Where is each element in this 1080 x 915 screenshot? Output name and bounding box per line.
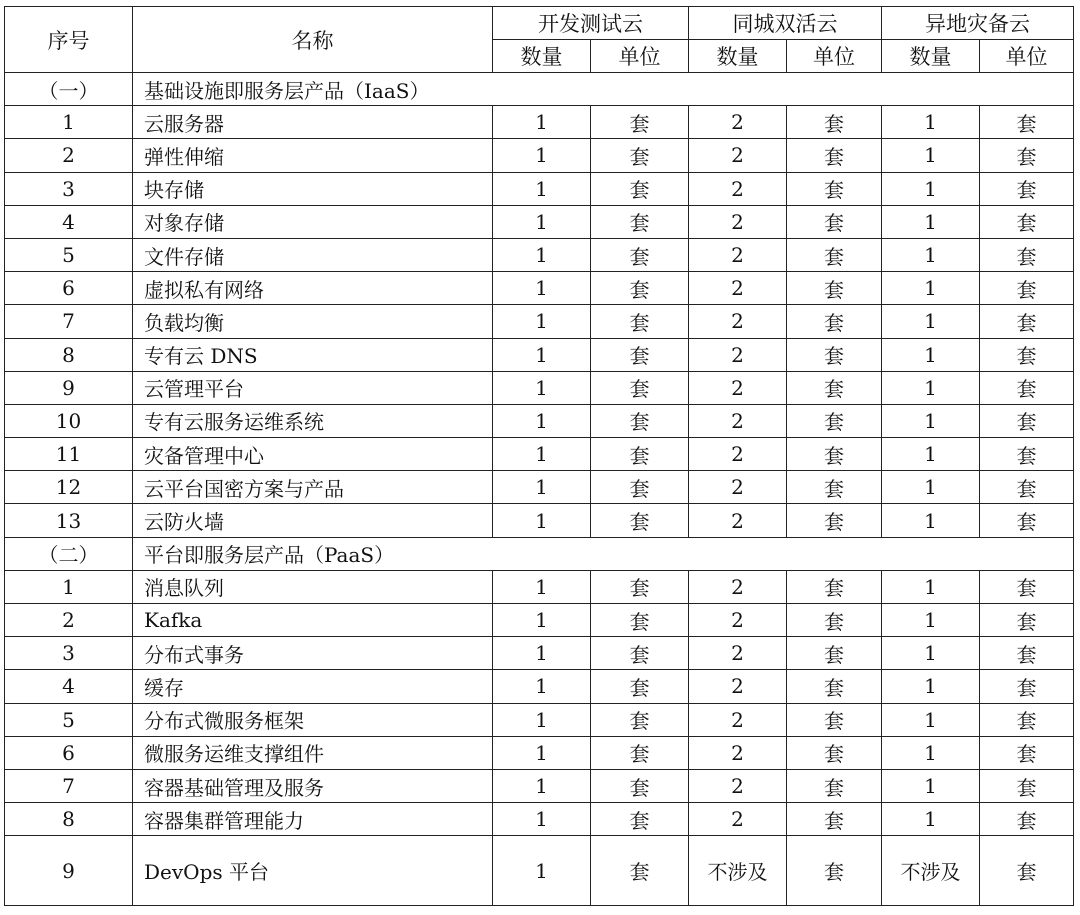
cell-city-qty: 2 bbox=[689, 404, 787, 437]
table-row bbox=[5, 106, 1074, 139]
cell-name: 块存储 bbox=[133, 172, 493, 205]
cell-no: 9 bbox=[5, 371, 133, 404]
cell-dr-qty: 1 bbox=[882, 438, 980, 471]
cell-dev-unit: 套 bbox=[591, 471, 689, 504]
section-title: 平台即服务层产品（PaaS） bbox=[133, 537, 1074, 570]
cell-dev-qty: 1 bbox=[493, 504, 591, 537]
cell-dev-unit: 套 bbox=[591, 769, 689, 802]
cell-dr-qty: 1 bbox=[882, 404, 980, 437]
cell-dev-qty: 1 bbox=[493, 570, 591, 603]
cell-dr-qty: 1 bbox=[882, 703, 980, 736]
table-header bbox=[5, 7, 1074, 73]
cell-no: 3 bbox=[5, 637, 133, 670]
cell-name: 容器集群管理能力 bbox=[133, 803, 493, 836]
cell-no: 2 bbox=[5, 604, 133, 637]
cell-dr-unit: 套 bbox=[980, 836, 1074, 906]
header-seq: 序号 bbox=[5, 7, 133, 73]
section-label: （一） bbox=[5, 73, 133, 106]
cell-name: 缓存 bbox=[133, 670, 493, 703]
cell-dev-qty: 1 bbox=[493, 703, 591, 736]
cell-city-qty: 2 bbox=[689, 803, 787, 836]
cell-dr-unit: 套 bbox=[980, 139, 1074, 172]
cell-dev-qty: 1 bbox=[493, 205, 591, 238]
table-row bbox=[5, 305, 1074, 338]
cell-city-qty: 2 bbox=[689, 670, 787, 703]
cell-dev-qty: 1 bbox=[493, 670, 591, 703]
cell-name: 专有云 DNS bbox=[133, 338, 493, 371]
cell-dr-qty: 1 bbox=[882, 272, 980, 305]
cell-city-unit: 套 bbox=[787, 471, 882, 504]
cell-dr-unit: 套 bbox=[980, 504, 1074, 537]
cell-dev-unit: 套 bbox=[591, 139, 689, 172]
cell-dev-qty: 1 bbox=[493, 736, 591, 769]
cell-dev-unit: 套 bbox=[591, 404, 689, 437]
cell-no: 3 bbox=[5, 172, 133, 205]
cell-name: 云平台国密方案与产品 bbox=[133, 471, 493, 504]
cell-name: 云管理平台 bbox=[133, 371, 493, 404]
cell-name: 弹性伸缩 bbox=[133, 139, 493, 172]
cell-city-unit: 套 bbox=[787, 338, 882, 371]
cell-city-qty: 2 bbox=[689, 106, 787, 139]
header-name: 名称 bbox=[133, 7, 493, 73]
cell-dr-qty: 1 bbox=[882, 205, 980, 238]
cell-city-unit: 套 bbox=[787, 637, 882, 670]
cell-dr-qty: 1 bbox=[882, 106, 980, 139]
section-title: 基础设施即服务层产品（IaaS） bbox=[133, 73, 1074, 106]
cell-city-qty: 2 bbox=[689, 205, 787, 238]
cell-no: 8 bbox=[5, 338, 133, 371]
cell-city-unit: 套 bbox=[787, 736, 882, 769]
header-dev-qty: 数量 bbox=[493, 40, 591, 73]
cell-dev-qty: 1 bbox=[493, 836, 591, 906]
cell-dr-qty: 1 bbox=[882, 371, 980, 404]
cell-city-unit: 套 bbox=[787, 371, 882, 404]
cell-city-unit: 套 bbox=[787, 836, 882, 906]
cell-no: 7 bbox=[5, 305, 133, 338]
table-row bbox=[5, 438, 1074, 471]
cell-dev-unit: 套 bbox=[591, 205, 689, 238]
cell-dev-qty: 1 bbox=[493, 438, 591, 471]
table-row bbox=[5, 139, 1074, 172]
cell-name: 专有云服务运维系统 bbox=[133, 404, 493, 437]
cell-dev-unit: 套 bbox=[591, 106, 689, 139]
section-row bbox=[5, 537, 1074, 570]
cell-dev-unit: 套 bbox=[591, 836, 689, 906]
cell-no: 13 bbox=[5, 504, 133, 537]
cell-city-unit: 套 bbox=[787, 205, 882, 238]
cell-city-qty: 2 bbox=[689, 504, 787, 537]
cloud-product-table bbox=[4, 6, 1074, 906]
table-row bbox=[5, 670, 1074, 703]
cell-dr-qty: 1 bbox=[882, 139, 980, 172]
cell-no: 1 bbox=[5, 570, 133, 603]
cell-dev-qty: 1 bbox=[493, 172, 591, 205]
cell-city-unit: 套 bbox=[787, 238, 882, 271]
cell-name: 云服务器 bbox=[133, 106, 493, 139]
cell-city-qty: 2 bbox=[689, 604, 787, 637]
cell-dev-qty: 1 bbox=[493, 139, 591, 172]
cell-city-qty: 2 bbox=[689, 769, 787, 802]
cell-dr-unit: 套 bbox=[980, 272, 1074, 305]
cell-dev-qty: 1 bbox=[493, 404, 591, 437]
cell-dr-qty: 1 bbox=[882, 604, 980, 637]
cell-name: 对象存储 bbox=[133, 205, 493, 238]
cell-dev-qty: 1 bbox=[493, 803, 591, 836]
header-dev-unit: 单位 bbox=[591, 40, 689, 73]
cell-dr-unit: 套 bbox=[980, 205, 1074, 238]
cell-dr-unit: 套 bbox=[980, 769, 1074, 802]
table-wrapper bbox=[4, 6, 1074, 906]
cell-city-qty: 2 bbox=[689, 471, 787, 504]
cell-no: 11 bbox=[5, 438, 133, 471]
cell-dr-unit: 套 bbox=[980, 670, 1074, 703]
cell-city-qty: 2 bbox=[689, 570, 787, 603]
cell-no: 6 bbox=[5, 736, 133, 769]
cell-no: 9 bbox=[5, 836, 133, 906]
cell-city-qty: 2 bbox=[689, 637, 787, 670]
table-row bbox=[5, 736, 1074, 769]
cell-dev-unit: 套 bbox=[591, 172, 689, 205]
cell-dev-unit: 套 bbox=[591, 371, 689, 404]
cell-name: 微服务运维支撑组件 bbox=[133, 736, 493, 769]
section-label: （二） bbox=[5, 537, 133, 570]
cell-city-qty: 2 bbox=[689, 703, 787, 736]
table-row bbox=[5, 504, 1074, 537]
cell-dev-unit: 套 bbox=[591, 305, 689, 338]
cell-no: 7 bbox=[5, 769, 133, 802]
cell-dev-qty: 1 bbox=[493, 637, 591, 670]
cell-dr-qty: 1 bbox=[882, 803, 980, 836]
cell-dr-unit: 套 bbox=[980, 106, 1074, 139]
cell-dev-qty: 1 bbox=[493, 471, 591, 504]
table-row bbox=[5, 769, 1074, 802]
cell-city-unit: 套 bbox=[787, 769, 882, 802]
table-row bbox=[5, 836, 1074, 906]
cell-dr-qty: 1 bbox=[882, 769, 980, 802]
cell-city-qty: 2 bbox=[689, 371, 787, 404]
cell-dr-unit: 套 bbox=[980, 803, 1074, 836]
cell-dev-unit: 套 bbox=[591, 504, 689, 537]
cell-dr-qty: 1 bbox=[882, 570, 980, 603]
cell-dev-unit: 套 bbox=[591, 637, 689, 670]
cell-dev-unit: 套 bbox=[591, 338, 689, 371]
cell-no: 4 bbox=[5, 205, 133, 238]
cell-dr-unit: 套 bbox=[980, 404, 1074, 437]
cell-name: DevOps 平台 bbox=[133, 836, 493, 906]
cell-name: 负载均衡 bbox=[133, 305, 493, 338]
cell-dr-qty: 1 bbox=[882, 504, 980, 537]
cell-name: Kafka bbox=[133, 604, 493, 637]
cell-dev-qty: 1 bbox=[493, 272, 591, 305]
cell-dr-unit: 套 bbox=[980, 238, 1074, 271]
header-group-dev: 开发测试云 bbox=[493, 7, 689, 40]
cell-dev-qty: 1 bbox=[493, 769, 591, 802]
header-city-unit: 单位 bbox=[787, 40, 882, 73]
cell-dr-qty: 1 bbox=[882, 736, 980, 769]
cell-dr-qty: 1 bbox=[882, 238, 980, 271]
cell-dr-unit: 套 bbox=[980, 371, 1074, 404]
table-row bbox=[5, 272, 1074, 305]
table-row bbox=[5, 703, 1074, 736]
cell-no: 4 bbox=[5, 670, 133, 703]
cell-city-qty: 2 bbox=[689, 139, 787, 172]
header-dr-unit: 单位 bbox=[980, 40, 1074, 73]
cell-no: 6 bbox=[5, 272, 133, 305]
cell-city-unit: 套 bbox=[787, 404, 882, 437]
cell-name: 分布式事务 bbox=[133, 637, 493, 670]
cell-dr-unit: 套 bbox=[980, 570, 1074, 603]
cell-city-qty: 2 bbox=[689, 272, 787, 305]
cell-dr-unit: 套 bbox=[980, 172, 1074, 205]
cell-city-unit: 套 bbox=[787, 438, 882, 471]
table-row bbox=[5, 172, 1074, 205]
cell-city-qty: 不涉及 bbox=[689, 836, 787, 906]
table-row bbox=[5, 637, 1074, 670]
cell-no: 12 bbox=[5, 471, 133, 504]
cell-name: 虚拟私有网络 bbox=[133, 272, 493, 305]
cell-name: 容器基础管理及服务 bbox=[133, 769, 493, 802]
table-row bbox=[5, 604, 1074, 637]
cell-city-unit: 套 bbox=[787, 604, 882, 637]
cell-no: 8 bbox=[5, 803, 133, 836]
cell-city-unit: 套 bbox=[787, 139, 882, 172]
header-group-city: 同城双活云 bbox=[689, 7, 882, 40]
cell-dr-qty: 不涉及 bbox=[882, 836, 980, 906]
cell-dev-unit: 套 bbox=[591, 238, 689, 271]
cell-dr-unit: 套 bbox=[980, 703, 1074, 736]
table-row bbox=[5, 238, 1074, 271]
cell-city-unit: 套 bbox=[787, 272, 882, 305]
cell-dr-unit: 套 bbox=[980, 637, 1074, 670]
cell-dev-qty: 1 bbox=[493, 338, 591, 371]
table-row bbox=[5, 205, 1074, 238]
cell-dr-unit: 套 bbox=[980, 736, 1074, 769]
cell-name: 灾备管理中心 bbox=[133, 438, 493, 471]
cell-dev-qty: 1 bbox=[493, 238, 591, 271]
table-row bbox=[5, 338, 1074, 371]
cell-dev-qty: 1 bbox=[493, 371, 591, 404]
header-city-qty: 数量 bbox=[689, 40, 787, 73]
cell-dev-unit: 套 bbox=[591, 803, 689, 836]
cell-dr-qty: 1 bbox=[882, 338, 980, 371]
cell-dev-qty: 1 bbox=[493, 106, 591, 139]
table-row bbox=[5, 371, 1074, 404]
cell-city-unit: 套 bbox=[787, 570, 882, 603]
cell-city-unit: 套 bbox=[787, 106, 882, 139]
cell-name: 云防火墙 bbox=[133, 504, 493, 537]
cell-dr-unit: 套 bbox=[980, 305, 1074, 338]
cell-dr-qty: 1 bbox=[882, 637, 980, 670]
cell-dev-qty: 1 bbox=[493, 604, 591, 637]
section-row bbox=[5, 73, 1074, 106]
cell-no: 2 bbox=[5, 139, 133, 172]
cell-dev-qty: 1 bbox=[493, 305, 591, 338]
cell-dev-unit: 套 bbox=[591, 604, 689, 637]
table-row bbox=[5, 404, 1074, 437]
table-row bbox=[5, 803, 1074, 836]
cell-dr-qty: 1 bbox=[882, 670, 980, 703]
cell-city-qty: 2 bbox=[689, 238, 787, 271]
cell-city-unit: 套 bbox=[787, 703, 882, 736]
cell-city-unit: 套 bbox=[787, 803, 882, 836]
header-dr-qty: 数量 bbox=[882, 40, 980, 73]
cell-city-qty: 2 bbox=[689, 438, 787, 471]
cell-city-unit: 套 bbox=[787, 670, 882, 703]
cell-dr-unit: 套 bbox=[980, 438, 1074, 471]
cell-city-qty: 2 bbox=[689, 736, 787, 769]
cell-dev-unit: 套 bbox=[591, 736, 689, 769]
cell-dev-unit: 套 bbox=[591, 272, 689, 305]
cell-dev-unit: 套 bbox=[591, 570, 689, 603]
cell-dr-qty: 1 bbox=[882, 305, 980, 338]
cell-dr-qty: 1 bbox=[882, 471, 980, 504]
header-group-dr: 异地灾备云 bbox=[882, 7, 1074, 40]
cell-no: 1 bbox=[5, 106, 133, 139]
cell-dr-unit: 套 bbox=[980, 471, 1074, 504]
cell-city-qty: 2 bbox=[689, 305, 787, 338]
cell-city-unit: 套 bbox=[787, 504, 882, 537]
cell-name: 消息队列 bbox=[133, 570, 493, 603]
cell-dev-unit: 套 bbox=[591, 670, 689, 703]
cell-dr-unit: 套 bbox=[980, 338, 1074, 371]
table-row bbox=[5, 570, 1074, 603]
cell-city-unit: 套 bbox=[787, 305, 882, 338]
cell-dev-unit: 套 bbox=[591, 438, 689, 471]
cell-no: 5 bbox=[5, 238, 133, 271]
cell-name: 分布式微服务框架 bbox=[133, 703, 493, 736]
cell-dr-qty: 1 bbox=[882, 172, 980, 205]
cell-city-qty: 2 bbox=[689, 338, 787, 371]
cell-no: 10 bbox=[5, 404, 133, 437]
cell-city-qty: 2 bbox=[689, 172, 787, 205]
cell-dev-unit: 套 bbox=[591, 703, 689, 736]
cell-name: 文件存储 bbox=[133, 238, 493, 271]
cell-dr-unit: 套 bbox=[980, 604, 1074, 637]
table-row bbox=[5, 471, 1074, 504]
table-body bbox=[5, 73, 1074, 906]
cell-no: 5 bbox=[5, 703, 133, 736]
cell-city-unit: 套 bbox=[787, 172, 882, 205]
